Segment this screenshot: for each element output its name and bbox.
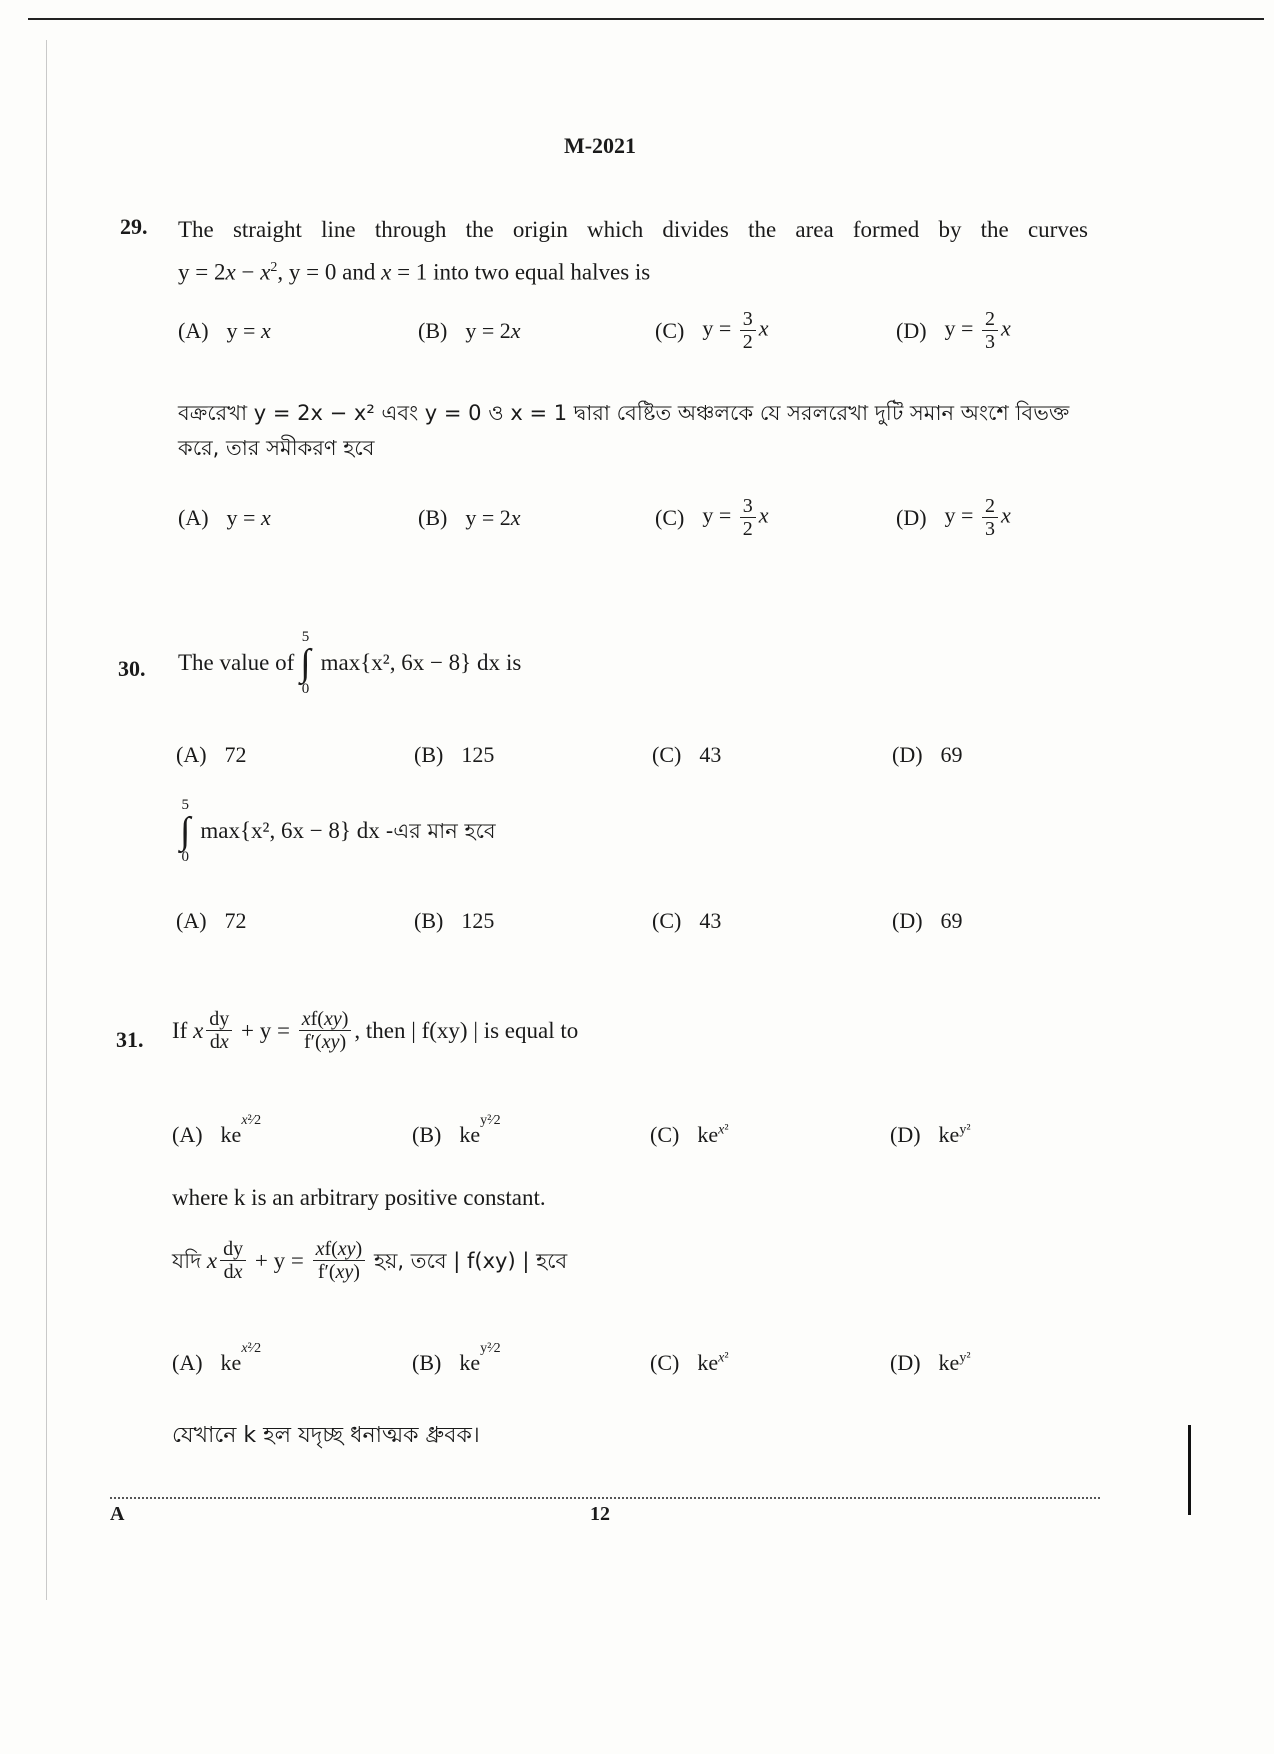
q29-option-c: (C) y = $\frac{3}{2}$ x <box>655 308 769 353</box>
integral-sign: 5 ∫ 0 <box>300 629 311 697</box>
q31-option-c-bn: (C) $ke^{x^2}$ <box>650 1350 729 1375</box>
paper-code: M-2021 <box>563 133 637 158</box>
q29-text-bn-line1: বক্ররেখা y = 2x − x² এবং y = 0 ও x = 1 দ্বারা বেষ্টিত অঞ্চলকে যে সরলরেখা দুটি সমান অংশে বিভক্ত <box>178 401 1070 425</box>
q30-text-en: The value of 5 ∫ 0 max{x², 6x − 8} dx is <box>178 629 522 697</box>
q29-option-b-bn: (B) y = 2x <box>418 505 521 530</box>
q30-option-a: (A) 72 <box>176 742 247 767</box>
margin-line <box>46 40 47 1600</box>
q31-option-b: (B) $ke^{y^2⁄2}$ <box>412 1112 501 1147</box>
set-label: A <box>110 1503 125 1525</box>
q31-note-en: where k is an arbitrary positive constant. <box>172 1185 546 1210</box>
q30-option-c-bn: (C) 43 <box>652 908 722 933</box>
q31-option-c: (C) $ke^{x^2}$ <box>650 1122 729 1147</box>
q30-option-b: (B) 125 <box>414 742 495 767</box>
q31-option-a-bn: (A) $ke^{x^2⁄2}$ <box>172 1340 262 1375</box>
question-number-30: 30. <box>118 656 146 681</box>
q31-option-b-bn: (B) $ke^{y^2⁄2}$ <box>412 1340 501 1375</box>
q29-option-a: (A) y = x <box>178 318 271 343</box>
q29-option-b: (B) y = 2x <box>418 318 521 343</box>
q29-option-a-bn: (A) y = x <box>178 505 271 530</box>
q30-option-d-bn: (D) 69 <box>892 908 963 933</box>
q31-text-en: If x $\frac{dy}{dx}$ + y = $\frac{xf(xy)}{f'(xy)}$ , then | f(xy) | is equal to <box>172 1008 579 1053</box>
q31-option-d-bn: (D) $ke^{y^2}$ <box>890 1350 971 1375</box>
q30-option-d: (D) 69 <box>892 742 963 767</box>
footer-rule <box>110 1497 1100 1499</box>
page-number: 12 <box>590 1503 610 1525</box>
q30-option-c: (C) 43 <box>652 742 722 767</box>
q31-option-d: (D) $ke^{y^2}$ <box>890 1122 971 1147</box>
integral-sign-bn: 5 ∫ 0 <box>180 797 191 865</box>
q29-text-en-line1: The straight line through the origin which divides the area formed by the curves <box>178 217 1088 242</box>
q30-option-a-bn: (A) 72 <box>176 908 247 933</box>
q29-text-bn-line2: করে, তার সমীকরণ হবে <box>178 436 375 460</box>
q31-option-a: (A) $ke^{x^2⁄2}$ <box>172 1112 262 1147</box>
question-number-29: 29. <box>120 214 148 239</box>
question-number-31: 31. <box>116 1027 144 1052</box>
q31-text-bn: যদি x $\frac{dy}{dx}$ + y = $\frac{xf(xy)}{f'(xy)}$ হয়, তবে | f(xy) | হবে <box>172 1238 568 1283</box>
margin-bar <box>1188 1425 1191 1515</box>
q29-option-c-bn: (C) y = $\frac{3}{2}$ x <box>655 495 769 540</box>
q29-text-en-line2: $y = 2x - x^2$, y = 0 and x = 1 into two equal halves is <box>178 259 651 285</box>
q29-option-d-bn: (D) y = $\frac{2}{3}$ x <box>896 495 1011 540</box>
q29-option-d: (D) y = $\frac{2}{3}$ x <box>896 308 1011 353</box>
q30-option-b-bn: (B) 125 <box>414 908 495 933</box>
q31-note-bn: যেখানে k হল যদৃচ্ছ ধনাত্মক ধ্রুবক। <box>172 1423 480 1448</box>
q30-text-bn: 5 ∫ 0 max{x², 6x − 8} dx -এর মান হবে <box>180 797 496 865</box>
top-rule <box>28 18 1264 20</box>
